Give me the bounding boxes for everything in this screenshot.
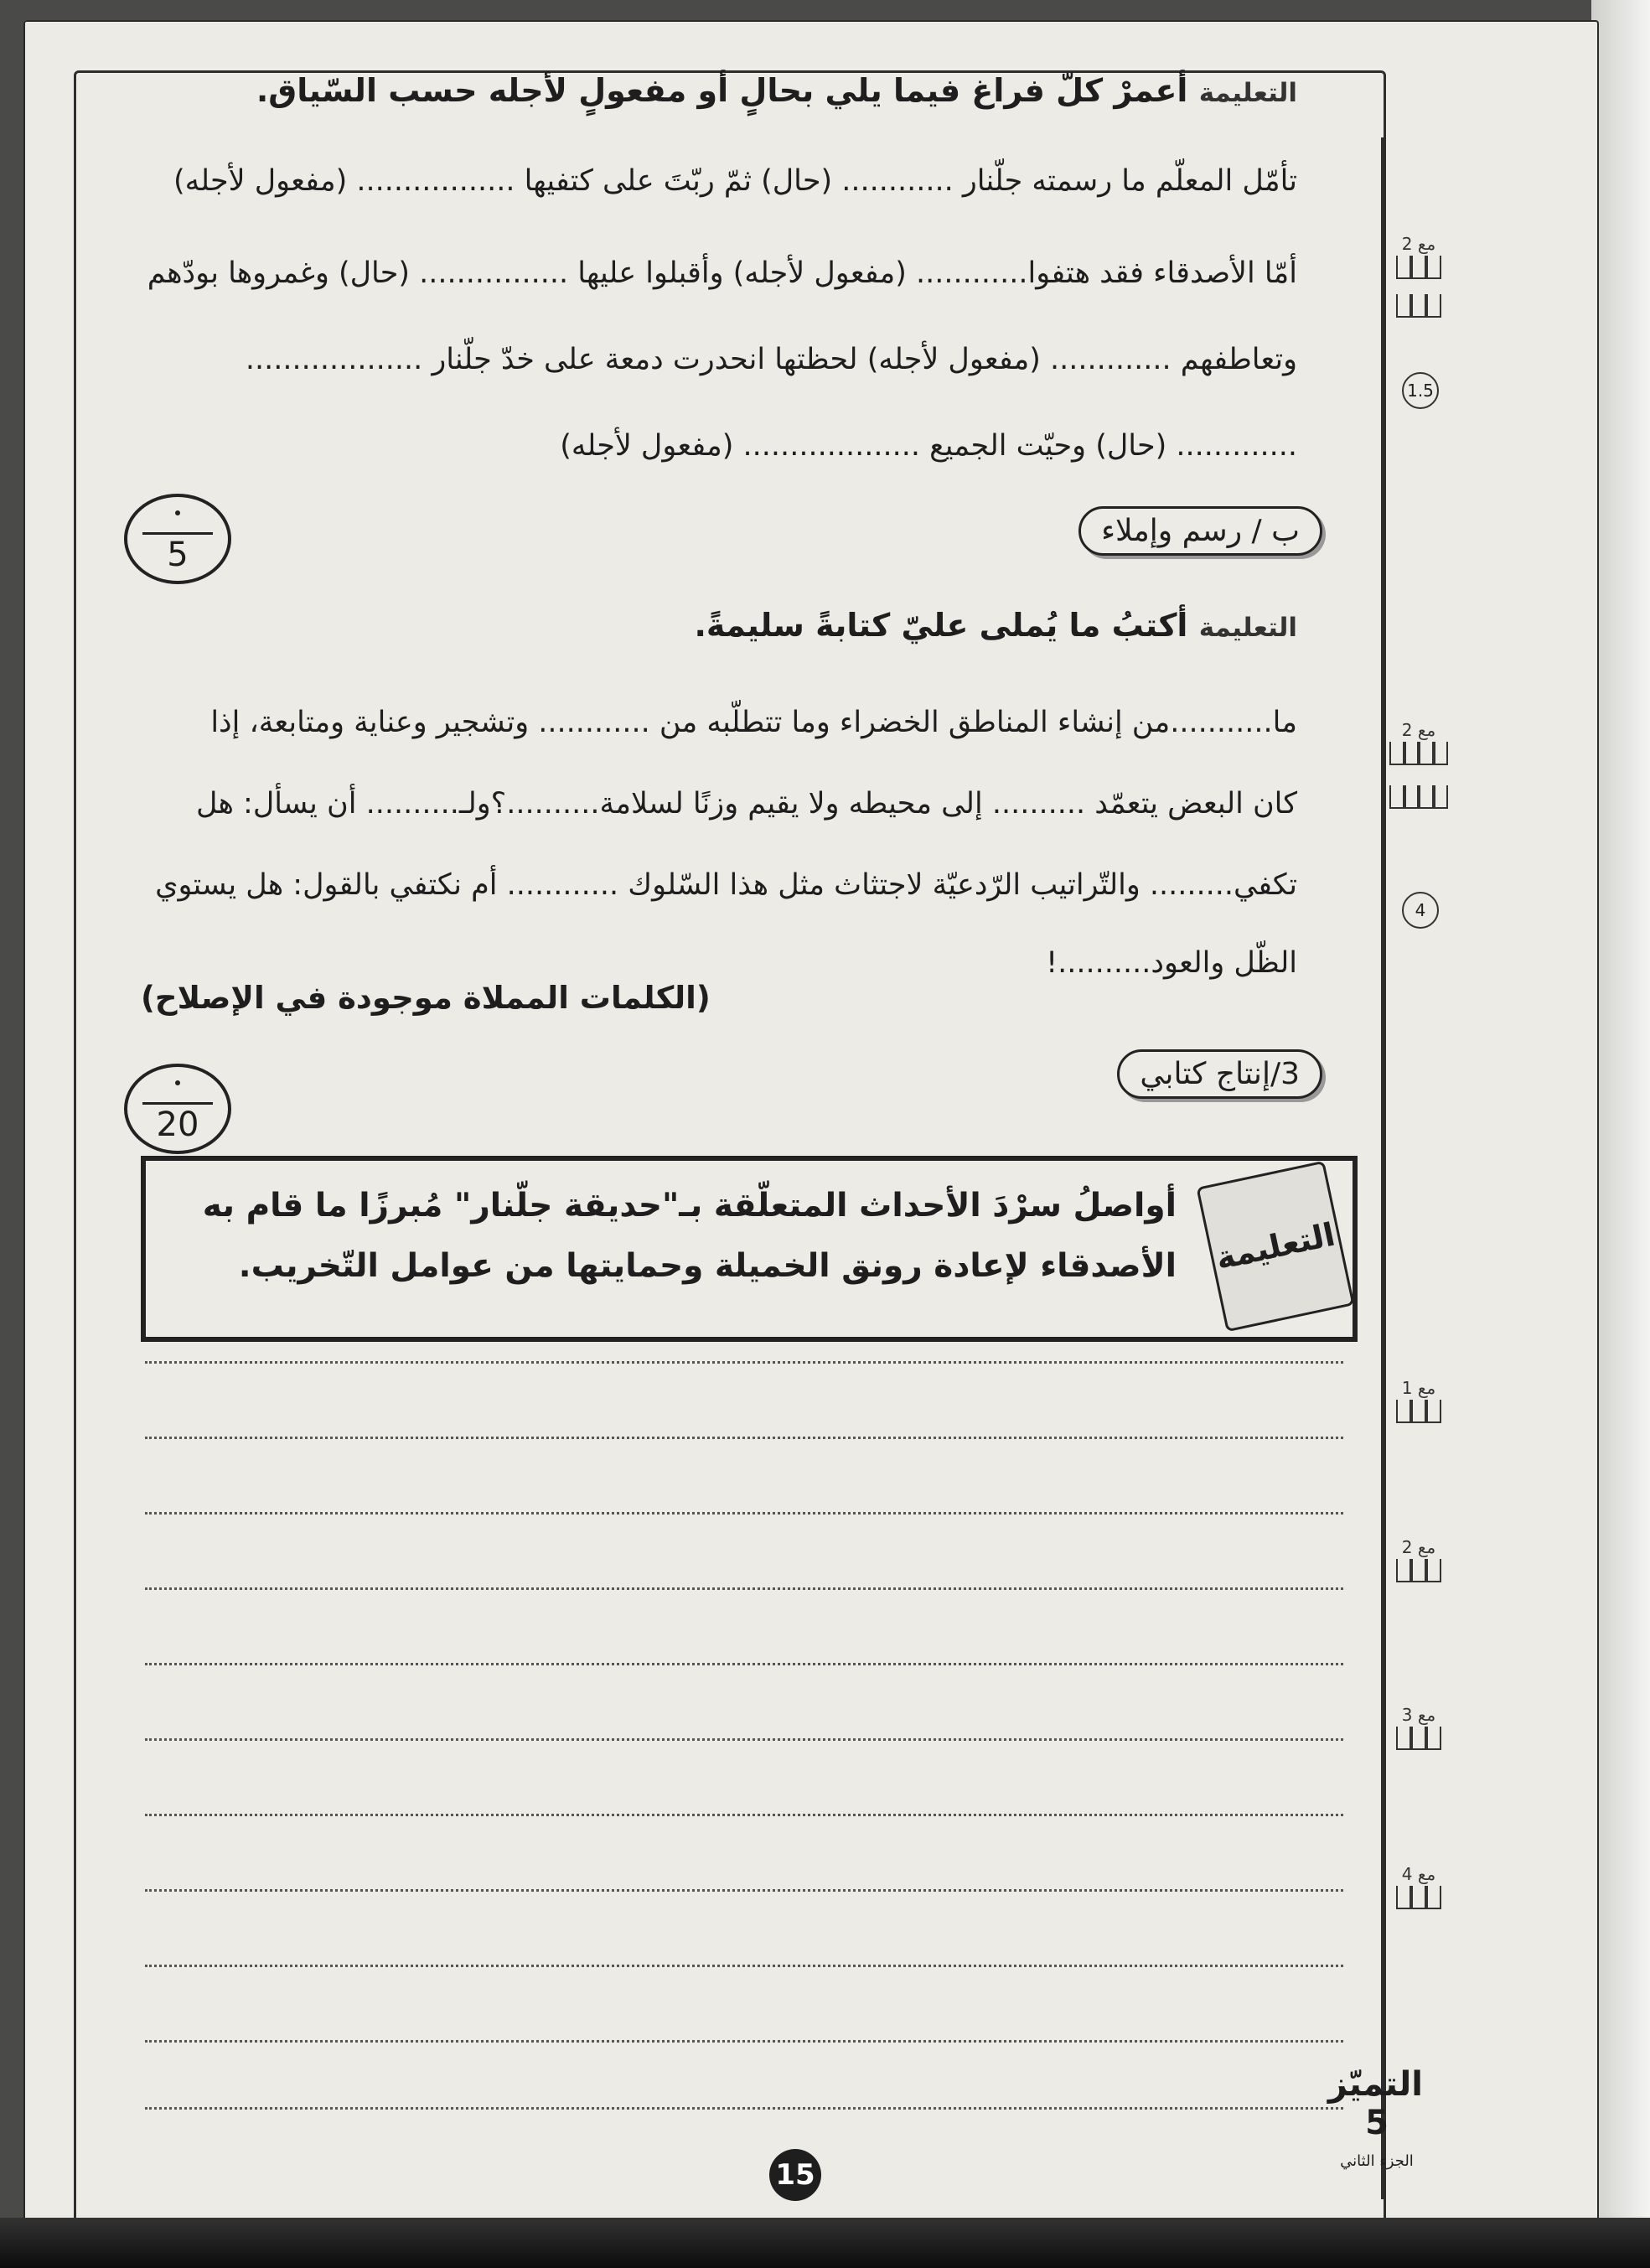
exercise-b-title: ب / رسم وإملاء <box>1078 506 1322 556</box>
page-edge-shadow <box>1591 0 1650 2268</box>
writing-line[interactable] <box>145 1965 1343 1967</box>
exercise-a-line-4: ............. (حال) وحيّت الجميع ................... (مفعول لأجله) <box>560 429 1297 463</box>
grade-box-c3 <box>1389 1705 1448 1750</box>
exercise-b-line-1: ما...........من إنشاء المناطق الخضراء وما تتطلّبه من ............ وتشجير وعناية ومتابعة، إذا <box>210 706 1297 739</box>
writing-line[interactable] <box>145 1587 1343 1590</box>
writing-line[interactable] <box>145 1663 1343 1665</box>
writing-line[interactable] <box>145 1512 1343 1515</box>
exercise-b-line-4: الظّل والعود..........! <box>1046 946 1297 980</box>
score-c-value: 20 <box>156 1106 199 1144</box>
grade-a-label: مع 2 <box>1401 234 1436 254</box>
writing-line[interactable] <box>145 1437 1343 1439</box>
writing-instruction-text: أواصلُ سرْدَ الأحداث المتعلّقة بـ"حديقة جلّنار" مُبرزًا ما قام به الأصدقاء لإعادة رونق الخميلة وحمايتها من عوامل التّخريب. <box>202 1187 1177 1285</box>
brand-subtitle: الجزء الثاني <box>1340 2152 1414 2170</box>
grade-c2-label: مع 2 <box>1401 1537 1436 1557</box>
exercise-a-line-1: تأمّل المعلّم ما رسمته جلّنار ............ (حال) ثمّ ربّتَ على كتفيها ................. (مفعول لأجله) <box>173 164 1297 198</box>
page-frame <box>74 70 1386 2229</box>
exercise-a-line-3: وتعاطفهم ............. (مفعول لأجله) لحظتها انحدرت دمعة على خدّ جلّنار ................... <box>245 343 1297 376</box>
score-a-value: 5 <box>167 536 189 574</box>
writing-line[interactable] <box>145 1814 1343 1816</box>
exercise-b-line-2: كان البعض يتعمّد .......... إلى محيطه ولا يقيم وزنًا لسلامة..........؟ولـ.......... أن يسأل: هل <box>195 787 1297 821</box>
grade-c4-label: مع 4 <box>1401 1864 1436 1884</box>
exercise-a-line-2: أمّا الأصدقاء فقد هتفوا............ (مفعول لأجله) وأقبلوا عليها ................ (حال) وغمروها بودّهم <box>147 256 1297 290</box>
dictation-note: (الكلمات المملاة موجودة في الإصلاح) <box>141 980 711 1016</box>
writing-line[interactable] <box>145 1889 1343 1892</box>
instruction-text: أعمرْ كلّ فراغ فيما يلي بحالٍ أو مفعولٍ لأجله حسب السّياق. <box>256 72 1188 109</box>
instruction-label: التعليمة <box>1198 613 1297 643</box>
bottom-shadow <box>0 2218 1650 2268</box>
writing-line[interactable] <box>145 1738 1343 1741</box>
instruction-text: أكتبُ ما يُملى عليّ كتابةً سليمةً. <box>694 607 1188 644</box>
grade-box-b <box>1389 720 1448 809</box>
score-circle-a <box>124 494 231 584</box>
grade-box-c1 <box>1389 1378 1448 1423</box>
grade-circle-b: 4 <box>1402 892 1439 929</box>
worksheet-page <box>23 20 1599 2250</box>
exercise-b-line-3: تكفي......... والتّراتيب الرّدعيّة لاجتثاث مثل هذا السّلوك ............ أم نكتفي بالقول: هل يستوي <box>155 868 1297 902</box>
brand-title: التميّز 5 <box>1327 2065 1423 2142</box>
writing-line[interactable] <box>145 2107 1343 2110</box>
writing-line[interactable] <box>145 2040 1343 2043</box>
writing-line[interactable] <box>145 1361 1343 1364</box>
instruction-tag: التعليمة <box>1196 1161 1354 1333</box>
grade-c1-label: مع 1 <box>1401 1378 1436 1398</box>
grade-circle-a: 1.5 <box>1402 372 1439 409</box>
instruction-label: التعليمة <box>1198 78 1297 108</box>
exercise-a-instruction <box>256 72 1297 109</box>
writing-instruction-box <box>141 1156 1358 1342</box>
grade-box-c2 <box>1389 1537 1448 1582</box>
grade-c3-label: مع 3 <box>1401 1705 1436 1725</box>
grade-box-c4 <box>1389 1864 1448 1909</box>
brand-logo <box>1327 2065 1423 2191</box>
exercise-b-instruction <box>694 607 1297 644</box>
grade-box-a <box>1389 234 1448 318</box>
exercise-c-title: 3/إنتاج كتابي <box>1117 1049 1322 1099</box>
score-circle-c <box>124 1064 231 1154</box>
page-number: 15 <box>769 2149 821 2201</box>
grade-b-label: مع 2 <box>1401 720 1436 740</box>
